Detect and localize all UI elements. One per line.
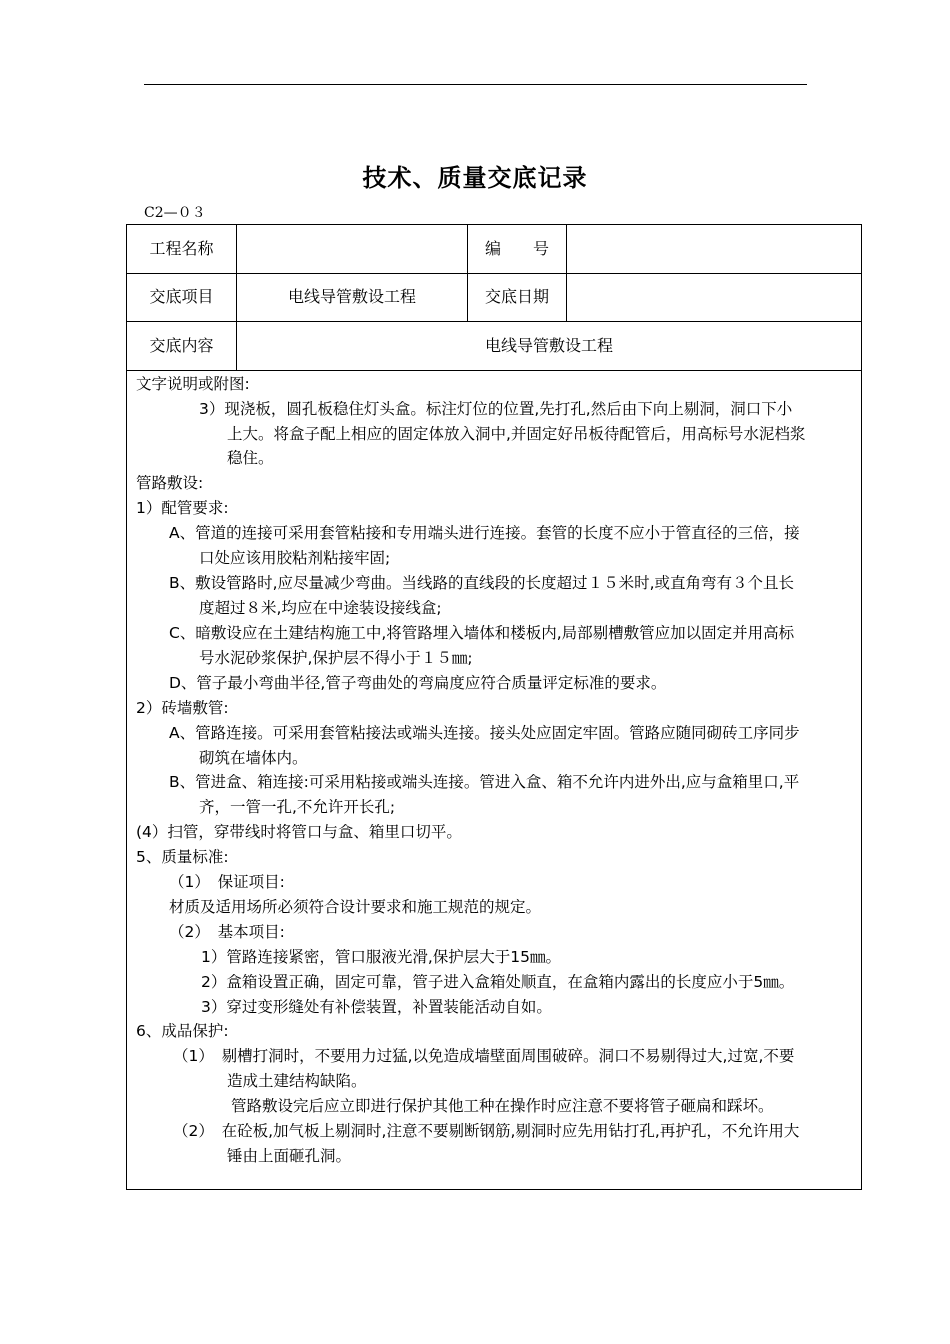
- text-line: （1） 保证项目:: [169, 873, 285, 891]
- text-line: A、管路连接。可采用套管粘接法或端头连接。接头处应固定牢固。管路应随同砌砖工序同步: [169, 724, 800, 742]
- record-table: [126, 224, 862, 1190]
- text-line: 文字说明或附图:: [136, 375, 250, 393]
- text-line: 度超过８米,均应在中途装设接线盒;: [199, 599, 442, 617]
- text-line: 号水泥砂浆保护,保护层不得小于１５㎜;: [199, 649, 473, 667]
- text-line: 齐，一管一孔,不允许开长孔;: [199, 798, 396, 816]
- text-line: 稳住。: [227, 449, 274, 467]
- document-title: 技术、质量交底记录: [362, 164, 588, 192]
- disclosure-date-label: 交底日期: [484, 287, 549, 306]
- text-line: 上大。将盒子配上相应的固定体放入洞中,并固定好吊板待配管后，用高标号水泥档浆: [227, 425, 806, 443]
- text-line: 2）砖墙敷管:: [136, 699, 229, 717]
- disclosure-content-label: 交底内容: [149, 335, 214, 355]
- text-line: （2） 在砼板,加气板上剔洞时,注意不要剔断钢筋,剔洞时应先用钻打孔,再护孔，不允许用大: [173, 1122, 800, 1140]
- text-line: 砌筑在墙体内。: [199, 749, 308, 767]
- text-line: 3）穿过变形缝处有补偿装置，补置装能活动自如。: [201, 998, 552, 1016]
- text-line: 1）管路连接紧密，管口服液光滑,保护层大于15㎜。: [201, 948, 562, 966]
- text-line: (4）扫管，穿带线时将管口与盒、箱里口切平。: [136, 823, 462, 841]
- text-line: C、暗敷设应在土建结构施工中,将管路埋入墙体和楼板内,局部剔槽敷管应加以固定并用高标: [169, 624, 795, 642]
- text-line: 2）盒箱设置正确，固定可靠，管子进入盒箱处顺直，在盒箱内露出的长度应小于5㎜。: [201, 973, 795, 991]
- text-line: B、管进盒、箱连接:可采用粘接或端头连接。管进入盒、箱不允许内进外出,应与盒箱里口,平: [169, 773, 800, 791]
- text-line: 6、成品保护:: [136, 1022, 229, 1040]
- row-divider: [127, 370, 861, 371]
- text-line: D、管子最小弯曲半径,管子弯曲处的弯扁度应符合质量评定标准的要求。: [169, 674, 667, 692]
- text-line: 材质及适用场所必须符合设计要求和施工规范的规定。: [169, 898, 542, 916]
- text-line: B、敷设管路时,应尽量减少弯曲。当线路的直线段的长度超过１５米时,或直角弯有３个且长: [169, 574, 794, 592]
- text-line: 管路敷设完后应立即进行保护其他工种在操作时应注意不要将管子砸扁和踩坏。: [231, 1097, 774, 1115]
- text-line: 造成土建结构缺陷。: [227, 1072, 367, 1090]
- serial-number-value: [567, 225, 861, 273]
- text-line: A、管道的连接可采用套管粘接和专用端头进行连接。套管的长度不应小于管直径的三倍，接: [169, 524, 800, 542]
- disclosure-date-value: [567, 273, 861, 321]
- top-rule: [144, 84, 807, 85]
- text-line: 锤由上面砸孔洞。: [227, 1147, 352, 1165]
- serial-number-label: 编 号: [485, 239, 550, 258]
- text-line: 管路敷设:: [136, 474, 204, 492]
- disclosure-item-value: 电线导管敷设工程: [287, 287, 416, 306]
- disclosure-item-label: 交底项目: [149, 287, 214, 306]
- text-line: 3）现浇板，圆孔板稳住灯头盒。标注灯位的位置,先打孔,然后由下向上剔洞，洞口下小: [199, 400, 793, 418]
- text-line: 5、质量标准:: [136, 848, 229, 866]
- text-line: （1） 剔槽打洞时，不要用力过猛,以免造成墙壁面周围破碎。洞口不易剔得过大,过宽,不要: [173, 1047, 795, 1065]
- text-line: 口处应该用胶粘剂粘接牢固;: [199, 549, 391, 567]
- text-line: （2） 基本项目:: [169, 923, 285, 941]
- project-name-value: [237, 225, 467, 273]
- project-name-label: 工程名称: [149, 239, 214, 258]
- form-code: C2—０３: [144, 205, 206, 221]
- disclosure-content-value: 电线导管敷设工程: [484, 335, 613, 355]
- text-line: 1）配管要求:: [136, 499, 229, 517]
